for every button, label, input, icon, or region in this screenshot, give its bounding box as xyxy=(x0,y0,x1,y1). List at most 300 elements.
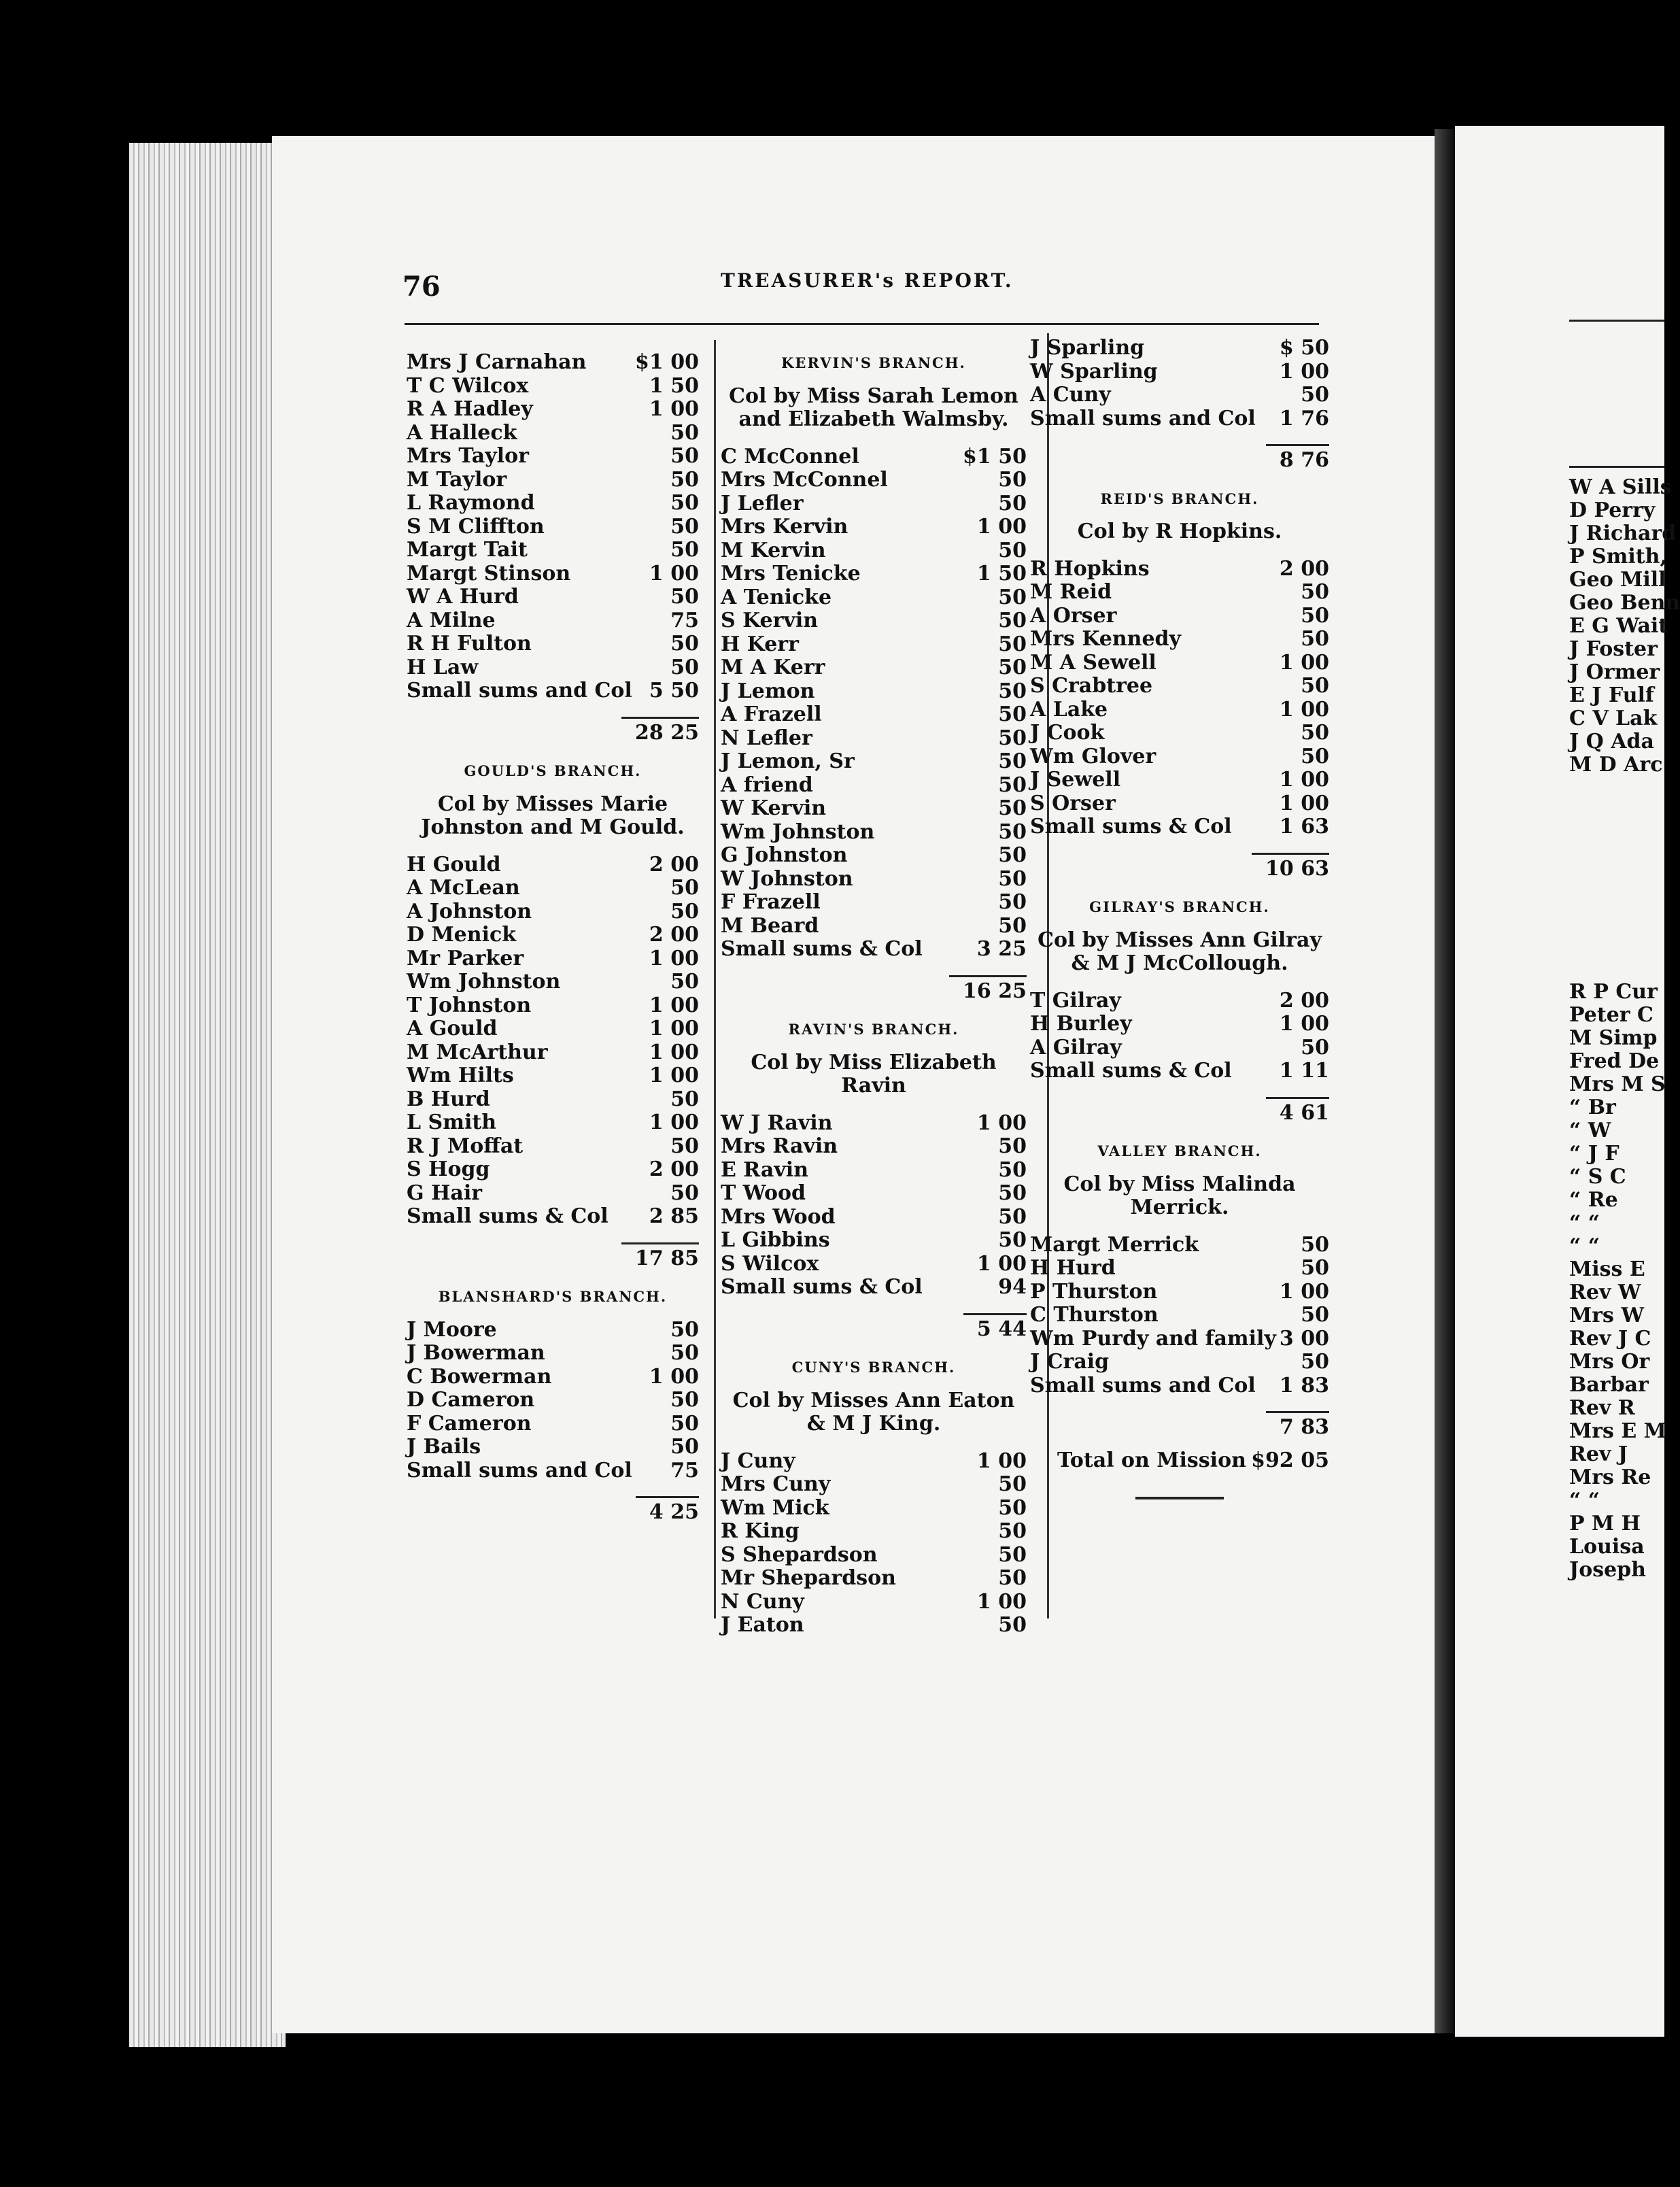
list-item xyxy=(721,609,1027,633)
donor-name: W A Hurd xyxy=(407,585,519,609)
donor-name: N Cuny xyxy=(721,1589,804,1614)
donation-amount: 94 xyxy=(998,1275,1027,1299)
grand-total-amount: $92 05 xyxy=(1251,1448,1329,1472)
donor-name: Mrs J Carnahan xyxy=(407,350,587,374)
donor-name: A Orser xyxy=(1030,603,1117,628)
list-item xyxy=(721,1614,1027,1638)
donation-amount: 1 00 xyxy=(649,1017,699,1040)
list-item xyxy=(407,656,699,680)
list-item xyxy=(721,1206,1027,1230)
column-3 xyxy=(1030,337,1329,1499)
donation-amount: 50 xyxy=(998,913,1027,938)
list-item xyxy=(721,750,1027,774)
list-item xyxy=(1030,558,1329,581)
donor-name: L Smith xyxy=(407,1111,497,1134)
list-item xyxy=(1030,1234,1329,1257)
list-item: Louisa xyxy=(1569,1535,1645,1559)
donation-amount: 50 xyxy=(998,819,1027,844)
list-item xyxy=(1030,675,1329,698)
list-item xyxy=(407,375,699,399)
donor-name: J Craig xyxy=(1030,1350,1110,1374)
right-page-column xyxy=(1569,476,1680,1582)
list-item xyxy=(721,797,1027,821)
list-item xyxy=(721,586,1027,610)
donation-amount: 50 xyxy=(998,632,1027,656)
donor-name: A Frazell xyxy=(721,702,822,726)
donation-amount: 50 xyxy=(998,796,1027,820)
list-item xyxy=(1030,384,1329,407)
list-item xyxy=(1030,360,1329,384)
donor-name: J Bails xyxy=(407,1435,481,1459)
list-item xyxy=(1030,722,1329,745)
list-item: “ J F xyxy=(1569,1142,1619,1166)
donor-name: Mrs McConnel xyxy=(721,468,888,492)
list-item xyxy=(1030,1059,1329,1083)
list-item xyxy=(407,947,699,971)
col3-list xyxy=(1030,337,1329,430)
donor-name: A Lake xyxy=(1030,697,1108,722)
donor-name: G Johnston xyxy=(721,843,848,867)
donor-name: A Cuny xyxy=(1030,383,1111,407)
right-page-double-rule xyxy=(1569,462,1664,468)
donor-name: Small sums and Col xyxy=(407,1458,632,1482)
donation-amount: 1 00 xyxy=(1279,650,1329,675)
list-item xyxy=(1030,698,1329,722)
list-item xyxy=(407,1389,699,1412)
list-item xyxy=(407,492,699,515)
donor-name: S Orser xyxy=(1030,791,1116,815)
donor-name: D Menick xyxy=(407,923,517,947)
list-item: Joseph xyxy=(1569,1558,1646,1582)
donor-name: W Johnston xyxy=(721,866,853,891)
donor-name: Mr Parker xyxy=(407,946,524,970)
donation-amount: $ 50 xyxy=(1279,336,1329,360)
donor-name: S M Cliffton xyxy=(407,514,545,539)
list-item: Fred De xyxy=(1569,1049,1660,1073)
donation-amount: 1 00 xyxy=(1279,697,1329,722)
donation-amount: 50 xyxy=(670,876,699,900)
ravin-list xyxy=(721,1112,1027,1300)
list-item xyxy=(721,1135,1027,1159)
donation-amount: 50 xyxy=(670,585,699,609)
donor-name: J Lemon xyxy=(721,679,815,703)
list-item xyxy=(1030,1281,1329,1304)
donation-amount: 50 xyxy=(670,1181,699,1205)
list-item: Mrs Or xyxy=(1569,1350,1650,1374)
gould-total: 17 85 xyxy=(407,1236,699,1271)
list-item xyxy=(1030,407,1329,431)
donor-name: J Eaton xyxy=(721,1613,804,1637)
donation-amount: 50 xyxy=(670,632,699,656)
list-item xyxy=(721,891,1027,915)
donor-name: C Thurston xyxy=(1030,1303,1159,1327)
reid-branch-heading: REID'S BRANCH. xyxy=(1100,490,1259,507)
list-item xyxy=(721,1591,1027,1614)
list-item: Rev R xyxy=(1569,1396,1635,1420)
cuny-branch-heading: CUNY'S BRANCH. xyxy=(791,1359,956,1376)
donor-name: H Kerr xyxy=(721,632,799,656)
donation-amount: 1 00 xyxy=(649,1064,699,1087)
list-item xyxy=(721,562,1027,586)
donation-amount: 50 xyxy=(998,749,1027,773)
donor-name: Margt Merrick xyxy=(1030,1232,1199,1257)
donation-amount: 50 xyxy=(670,444,699,468)
donor-name: F Frazell xyxy=(721,890,821,914)
list-item: J Richard xyxy=(1569,522,1677,545)
ravin-collector: Col by Miss Elizabeth Ravin xyxy=(751,1050,997,1098)
col1-total: 28 25 xyxy=(407,710,699,745)
list-item: Peter C xyxy=(1569,1003,1653,1027)
donation-amount: 50 xyxy=(670,655,699,679)
donation-amount: 50 xyxy=(670,1388,699,1412)
right-page-rule xyxy=(1569,320,1664,322)
list-item xyxy=(721,1182,1027,1206)
donor-name: Wm Glover xyxy=(1030,744,1156,768)
valley-collector: Col by Miss Malinda Merrick. xyxy=(1063,1172,1296,1219)
list-item xyxy=(721,515,1027,539)
list-item xyxy=(1030,605,1329,628)
list-item xyxy=(407,1158,699,1182)
donation-amount: 2 00 xyxy=(649,923,699,947)
list-item xyxy=(1030,1327,1329,1351)
list-item xyxy=(407,422,699,445)
donor-name: Small sums & Col xyxy=(1030,815,1232,838)
donor-name: J Sewell xyxy=(1030,768,1121,792)
donation-amount: 1 00 xyxy=(1279,768,1329,792)
list-item xyxy=(721,1520,1027,1544)
donor-name: F Cameron xyxy=(407,1411,532,1436)
donation-amount: 1 00 xyxy=(649,561,699,586)
valley-total: 7 83 xyxy=(1030,1404,1329,1440)
donation-amount: 50 xyxy=(670,1087,699,1111)
donation-amount: 50 xyxy=(998,1134,1027,1158)
donor-name: Wm Johnston xyxy=(721,819,875,844)
donation-amount: 50 xyxy=(998,890,1027,914)
gilray-collector: Col by Misses Ann Gilray & M J McCollough. xyxy=(1038,928,1322,975)
donor-name: Wm Mick xyxy=(721,1495,829,1520)
donation-amount: 75 xyxy=(670,1458,699,1482)
list-item xyxy=(407,1412,699,1436)
donation-amount: 50 xyxy=(1301,674,1329,698)
list-item xyxy=(407,1459,699,1483)
list-item: Mrs Re xyxy=(1569,1465,1651,1489)
donor-name: Mrs Kervin xyxy=(721,515,848,539)
donor-name: S Hogg xyxy=(407,1157,490,1181)
reid-list xyxy=(1030,558,1329,839)
ravin-total: 5 44 xyxy=(721,1306,1027,1342)
page-number: 76 xyxy=(402,271,441,303)
donation-amount: 3 00 xyxy=(1279,1326,1329,1351)
donor-name: J Cuny xyxy=(721,1448,795,1473)
donation-amount: 1 00 xyxy=(1279,1012,1329,1036)
list-item xyxy=(407,679,699,703)
list-item: C V Lak xyxy=(1569,707,1658,730)
donor-name: G Hair xyxy=(407,1181,483,1205)
donation-amount: 50 xyxy=(670,467,699,492)
list-item xyxy=(721,539,1027,563)
list-item: M Simp xyxy=(1569,1026,1658,1050)
list-item: R P Cur xyxy=(1569,980,1658,1004)
list-item xyxy=(1030,768,1329,792)
donor-name: Margt Tait xyxy=(407,538,528,562)
donor-name: Small sums and Col xyxy=(1030,1373,1256,1397)
donor-name: A McLean xyxy=(407,876,520,900)
donation-amount: 50 xyxy=(998,609,1027,632)
list-item xyxy=(407,1135,699,1159)
donor-name: A Tenicke xyxy=(721,585,832,609)
donor-name: M Reid xyxy=(1030,580,1112,604)
donation-amount: 50 xyxy=(998,1204,1027,1229)
donor-name: T Johnston xyxy=(407,993,532,1017)
donor-name: Small sums and Col xyxy=(407,679,632,702)
donor-name: M Kervin xyxy=(721,538,826,562)
list-item xyxy=(407,877,699,900)
list-item: D Perry xyxy=(1569,498,1656,522)
donation-amount: 1 00 xyxy=(649,993,699,1017)
list-item xyxy=(721,821,1027,845)
list-item: M D Arc xyxy=(1569,753,1663,777)
donation-amount: 1 63 xyxy=(1279,815,1329,838)
list-item xyxy=(1030,745,1329,769)
donation-amount: 50 xyxy=(1301,1303,1329,1327)
donation-amount: 50 xyxy=(998,491,1027,515)
list-item xyxy=(721,774,1027,798)
donor-name: A Johnston xyxy=(407,899,532,923)
donor-name: N Lefler xyxy=(721,726,812,750)
donation-amount: 1 00 xyxy=(649,1040,699,1064)
book-page-edges xyxy=(129,143,286,2047)
donor-name: H Gould xyxy=(407,852,501,877)
list-item: P Smith, xyxy=(1569,545,1667,569)
list-item xyxy=(1030,1257,1329,1281)
gould-list xyxy=(407,853,699,1229)
donor-name: T C Wilcox xyxy=(407,373,529,398)
donor-name: M A Sewell xyxy=(1030,650,1156,675)
list-item: Mrs W xyxy=(1569,1304,1645,1327)
donor-name: Small sums & Col xyxy=(407,1204,608,1228)
gilray-list xyxy=(1030,989,1329,1083)
list-item: J Q Ada xyxy=(1569,730,1654,753)
donation-amount: 2 00 xyxy=(649,1157,699,1181)
donor-name: R J Moffat xyxy=(407,1134,524,1158)
donation-amount: 50 xyxy=(1301,580,1329,604)
donation-amount: 1 00 xyxy=(649,397,699,421)
donation-amount: 1 00 xyxy=(1279,791,1329,815)
list-item xyxy=(407,632,699,656)
donor-name: J Sparling xyxy=(1030,336,1145,360)
donor-name: R King xyxy=(721,1519,800,1543)
donor-name: B Hurd xyxy=(407,1087,490,1111)
list-item xyxy=(1030,1304,1329,1327)
donation-amount: 50 xyxy=(1301,721,1329,745)
donation-amount: 50 xyxy=(1301,603,1329,628)
donor-name: Mrs Kennedy xyxy=(1030,627,1181,651)
donor-name: C McConnel xyxy=(721,444,859,469)
donation-amount: 1 00 xyxy=(649,946,699,970)
donation-amount: 1 11 xyxy=(1279,1059,1329,1083)
list-item: Rev W xyxy=(1569,1281,1641,1304)
list-item xyxy=(407,923,699,947)
list-item: Miss E xyxy=(1569,1257,1645,1281)
donor-name: Mrs Ravin xyxy=(721,1134,838,1158)
list-item: Mrs M S xyxy=(1569,1072,1666,1096)
donor-name: A Gilray xyxy=(1030,1035,1122,1059)
donor-name: Mrs Taylor xyxy=(407,444,529,468)
donation-amount: 50 xyxy=(998,538,1027,562)
donation-amount: 50 xyxy=(998,585,1027,609)
list-item xyxy=(407,1111,699,1135)
list-item xyxy=(407,1319,699,1342)
list-item xyxy=(721,915,1027,938)
list-item: “ Br xyxy=(1569,1096,1616,1119)
donation-amount: 3 25 xyxy=(976,937,1027,961)
grand-total-label: Total on Mission xyxy=(1057,1448,1246,1472)
donor-name: W Kervin xyxy=(721,796,827,820)
donor-name: L Raymond xyxy=(407,491,535,515)
list-item xyxy=(407,1041,699,1065)
donor-name: Mr Shepardson xyxy=(721,1566,896,1590)
list-item xyxy=(721,1112,1027,1136)
list-item xyxy=(407,1436,699,1459)
donor-name: H Burley xyxy=(1030,1012,1132,1036)
list-item xyxy=(407,1088,699,1112)
ravin-branch-heading: RAVIN'S BRANCH. xyxy=(788,1021,959,1038)
donor-name: Small sums and Col xyxy=(1030,406,1256,430)
donor-name: P Thurston xyxy=(1030,1279,1158,1304)
donation-amount: 50 xyxy=(670,899,699,923)
list-item: P M H xyxy=(1569,1512,1641,1536)
donor-name: H Law xyxy=(407,655,479,679)
list-item xyxy=(721,1544,1027,1567)
donation-amount: 50 xyxy=(998,702,1027,726)
list-item xyxy=(721,703,1027,727)
donor-name: A Gould xyxy=(407,1017,498,1040)
list-item: W A Sills xyxy=(1569,475,1672,499)
gilray-branch-heading: GILRAY'S BRANCH. xyxy=(1089,898,1270,915)
donation-amount: 50 xyxy=(998,1157,1027,1182)
donor-name: Wm Johnston xyxy=(407,970,561,994)
column-1 xyxy=(407,351,699,1525)
list-item: “ “ xyxy=(1569,1489,1600,1512)
donor-name: Mrs Wood xyxy=(721,1204,836,1229)
donation-amount: 2 85 xyxy=(649,1204,699,1228)
list-item: Barbar xyxy=(1569,1373,1649,1397)
list-item xyxy=(721,938,1027,962)
list-item xyxy=(1030,1013,1329,1036)
running-head: TREASURER's REPORT. xyxy=(721,269,1014,292)
list-item: Geo Mill xyxy=(1569,568,1666,592)
donation-amount: 1 83 xyxy=(1279,1373,1329,1397)
donor-name: A friend xyxy=(721,773,813,797)
donation-amount: 1 00 xyxy=(976,1251,1027,1276)
donation-amount: 50 xyxy=(998,1495,1027,1520)
top-rule xyxy=(405,323,1319,325)
donation-amount: 50 xyxy=(670,1411,699,1436)
donation-amount: 1 00 xyxy=(649,1364,699,1389)
col3-total: 8 76 xyxy=(1030,437,1329,473)
list-item xyxy=(407,609,699,633)
list-item xyxy=(407,469,699,492)
list-item: “ “ xyxy=(1569,1211,1600,1235)
donor-name: W Sparling xyxy=(1030,359,1158,384)
donation-amount: 50 xyxy=(1301,1350,1329,1374)
donor-name: S Kervin xyxy=(721,609,819,632)
donor-name: A Halleck xyxy=(407,420,517,445)
blanshard-list xyxy=(407,1319,699,1483)
donor-name: S Wilcox xyxy=(721,1251,819,1276)
gilray-total: 4 61 xyxy=(1030,1090,1329,1125)
donation-amount: 50 xyxy=(998,656,1027,679)
donor-name: Wm Hilts xyxy=(407,1064,514,1087)
donation-amount: 1 50 xyxy=(649,373,699,398)
donation-amount: 50 xyxy=(670,970,699,994)
donation-amount: 50 xyxy=(670,538,699,562)
donor-name: M Beard xyxy=(721,913,819,938)
donor-name: C Bowerman xyxy=(407,1364,552,1389)
donation-amount: 50 xyxy=(998,1542,1027,1567)
donation-amount: 50 xyxy=(1301,1232,1329,1257)
list-item xyxy=(1030,337,1329,360)
list-item xyxy=(721,656,1027,680)
donor-name: L Gibbins xyxy=(721,1228,830,1252)
donation-amount: 50 xyxy=(998,866,1027,891)
list-item xyxy=(721,1497,1027,1521)
donation-amount: 50 xyxy=(998,773,1027,797)
grand-total-row xyxy=(1030,1449,1329,1473)
donor-name: R Hopkins xyxy=(1030,556,1150,581)
list-item xyxy=(1030,792,1329,816)
donation-amount: 1 00 xyxy=(1279,359,1329,384)
reid-total: 10 63 xyxy=(1030,846,1329,881)
valley-branch-heading: VALLEY BRANCH. xyxy=(1097,1142,1262,1159)
list-item xyxy=(407,1366,699,1389)
donation-amount: 50 xyxy=(670,420,699,445)
donation-amount: 1 76 xyxy=(1279,406,1329,430)
list-item xyxy=(407,994,699,1018)
donor-name: Mrs Tenicke xyxy=(721,562,861,586)
list-item xyxy=(407,1064,699,1088)
donation-amount: 50 xyxy=(1301,1035,1329,1059)
donor-name: W J Ravin xyxy=(721,1111,833,1135)
donation-amount: 1 00 xyxy=(976,515,1027,539)
list-item xyxy=(721,1450,1027,1474)
list-item xyxy=(721,844,1027,868)
blanshard-branch-heading: BLANSHARD'S BRANCH. xyxy=(438,1288,668,1305)
donation-amount: $1 00 xyxy=(635,350,699,374)
list-item xyxy=(407,900,699,924)
list-item xyxy=(721,868,1027,892)
kervin-list xyxy=(721,445,1027,962)
list-item xyxy=(721,1473,1027,1497)
donation-amount: 1 00 xyxy=(1279,1279,1329,1304)
donation-amount: 50 xyxy=(998,726,1027,750)
column-rule-1 xyxy=(714,340,716,1618)
list-item xyxy=(721,1567,1027,1591)
list-item xyxy=(407,539,699,562)
donor-name: H Hurd xyxy=(1030,1256,1116,1280)
cuny-list xyxy=(721,1450,1027,1638)
list-item: “ W xyxy=(1569,1119,1611,1142)
list-item xyxy=(407,515,699,539)
right-block-1 xyxy=(1569,476,1680,777)
valley-list xyxy=(1030,1234,1329,1398)
donor-name: S Shepardson xyxy=(721,1542,878,1567)
list-item: E G Wait xyxy=(1569,614,1668,638)
gould-branch-heading: GOULD'S BRANCH. xyxy=(464,762,642,779)
donor-name: Small sums & Col xyxy=(721,1275,923,1299)
list-item: “ Re xyxy=(1569,1188,1618,1212)
donation-amount: 50 xyxy=(998,843,1027,867)
